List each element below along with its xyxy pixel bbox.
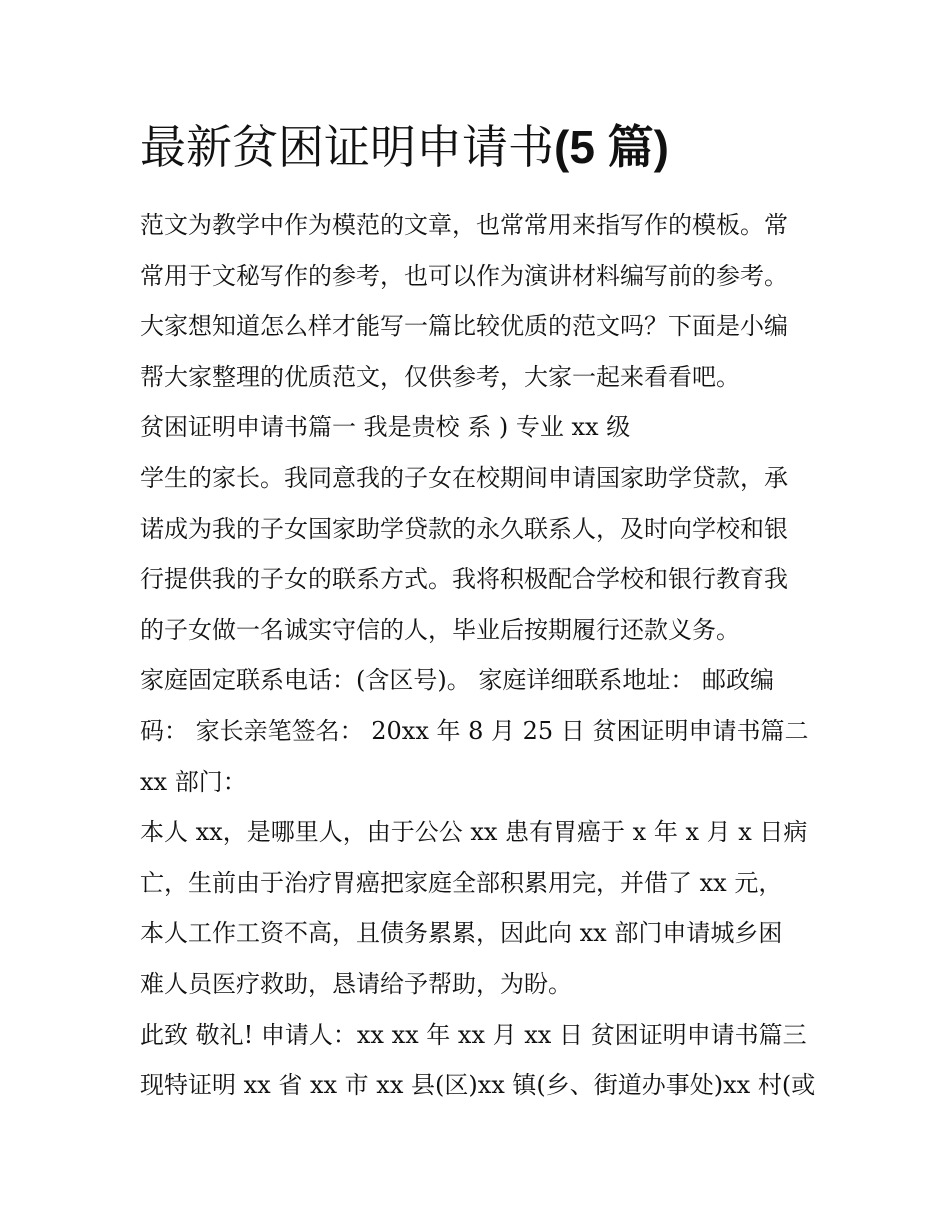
paragraph-line: 贫困证明申请书篇一 我是贵校 系 ) 专业 xx 级 <box>140 413 631 442</box>
paragraph-line: 学生的家长。我同意我的子女在校期间申请国家助学贷款，承 <box>140 463 788 492</box>
paragraph-line: 帮大家整理的优质范文，仅供参考，大家一起来看看吧。 <box>140 362 740 391</box>
document-body <box>140 200 820 1111</box>
paragraph-line: 行提供我的子女的联系方式。我将积极配合学校和银行教育我 <box>140 565 788 594</box>
paragraph-line: 此致 敬礼! 申请人：xx xx 年 xx 月 xx 日 贫困证明申请书篇三 <box>140 1020 807 1049</box>
paragraph-line: 本人 xx，是哪里人，由于公公 xx 患有胃癌于 x 年 x 月 x 日病 <box>140 818 808 847</box>
paragraph-line: 的子女做一名诚实守信的人，毕业后按期履行还款义务。 <box>140 615 740 644</box>
paragraph-line: 范文为教学中作为模范的文章，也常常用来指写作的模板。常 <box>140 211 788 239</box>
paragraph-line: 现特证明 xx 省 xx 市 xx 县(区)xx 镇(乡、街道办事处)xx 村(或 <box>140 1071 816 1100</box>
paragraph-line: 诺成为我的子女国家助学贷款的永久联系人，及时向学校和银 <box>140 514 788 543</box>
paragraph-line: 本人工作工资不高，且债务累累，因此向 xx 部门申请城乡困 <box>140 919 783 948</box>
title-main: 最新贫困证明申请书 <box>140 120 554 174</box>
title-suffix: (5 篇) <box>554 121 669 173</box>
paragraph-line: 亡，生前由于治疗胃癌把家庭全部积累用完，并借了 xx 元， <box>140 868 783 897</box>
paragraph-line: xx 部门： <box>140 767 247 796</box>
paragraph-line: 家庭固定联系电话：(含区号)。 家庭详细联系地址： 邮政编 <box>140 666 774 695</box>
paragraph-line: 大家想知道怎么样才能写一篇比较优质的范文吗？下面是小编 <box>140 312 788 341</box>
paragraph-line: 码： 家长亲笔签名： 20xx 年 8 月 25 日 贫困证明申请书篇二 <box>140 716 809 745</box>
paragraph-line: 难人员医疗救助，恳请给予帮助，为盼。 <box>140 969 572 998</box>
page-title <box>140 112 669 182</box>
paragraph-line: 常用于文秘写作的参考，也可以作为演讲材料编写前的参考。 <box>140 261 788 290</box>
